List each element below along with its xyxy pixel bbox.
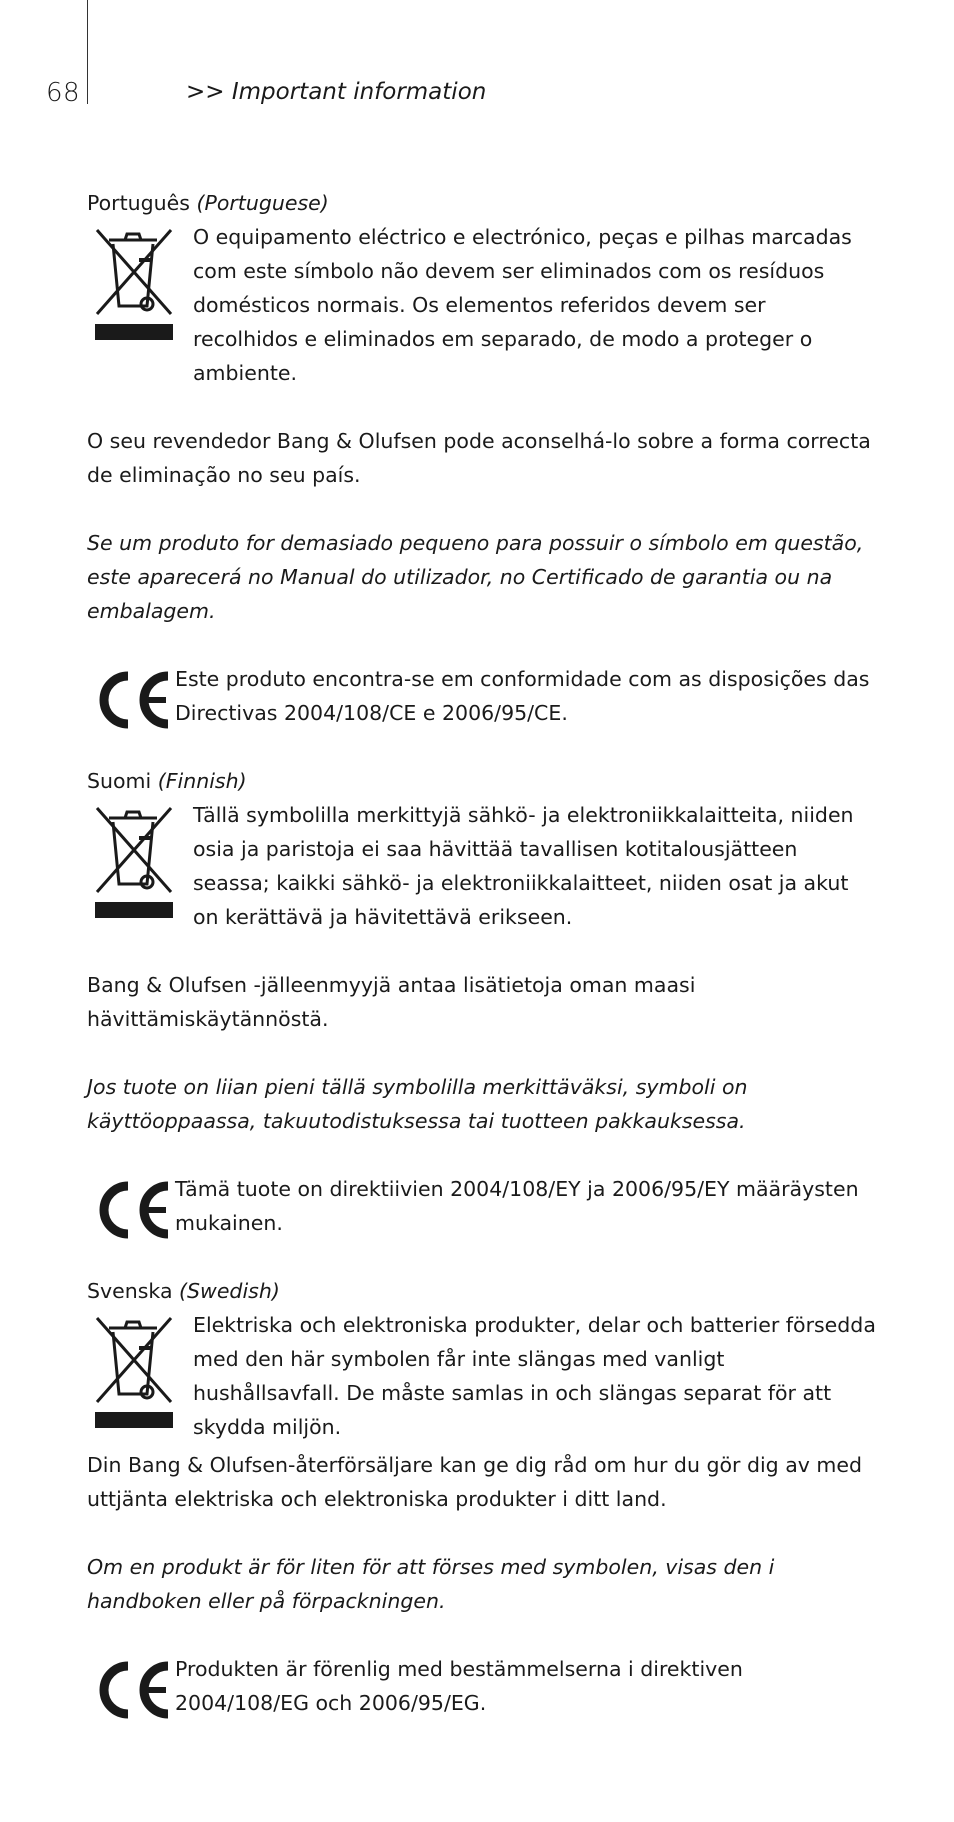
weee-text: O equipamento eléctrico e electrónico, peças e pilhas marcadas com este símbolo não devem ser eliminados com os resíduos domésticos normais. Os elementos referidos devem ser recolhidos e eliminados em separado, de modo a proteger o ambiente.	[193, 225, 852, 385]
language-name-english: (Swedish)	[179, 1279, 280, 1303]
dealer-text: O seu revendedor Bang & Olufsen pode aconselhá-lo sobre a forma correcta de eliminação no seu país.	[87, 429, 871, 487]
weee-text: Tällä symbolilla merkittyjä sähkö- ja elektroniikkalaitteita, niiden osia ja paristoja ei saa hävittää tavallisen kotitalousjätteen seassa; kaikki sähkö- ja elektroniikkalaitteet, niiden osat ja akut on kerättävä ja hävitettävä erikseen.	[193, 803, 854, 929]
crossed-out-wheelie-bin-icon	[87, 798, 193, 916]
crossed-out-wheelie-bin-icon	[87, 1308, 193, 1426]
page-header-title: >> Important information	[186, 79, 487, 105]
language-name: Português	[87, 191, 190, 215]
page-number: 68	[46, 78, 81, 108]
ce-text: Tämä tuote on direktiivien 2004/108/EY ja 2006/95/EY määräysten mukainen.	[175, 1177, 859, 1235]
section-finnish	[87, 764, 877, 1240]
ce-mark-icon	[87, 1652, 175, 1720]
language-name-english: (Finnish)	[157, 769, 247, 793]
language-name: Suomi	[87, 769, 152, 793]
language-name: Svenska	[87, 1279, 173, 1303]
section-heading	[87, 764, 877, 798]
crossed-out-wheelie-bin-icon	[87, 220, 193, 338]
page-content	[87, 186, 877, 1720]
small-product-text: Jos tuote on liian pieni tällä symbolilla merkittäväksi, symboli on käyttöoppaassa, takuutodistuksessa tai tuotteen pakkauksessa.	[87, 1075, 748, 1133]
ce-mark-icon	[87, 1172, 175, 1240]
section-heading	[87, 1274, 877, 1308]
ce-text: Este produto encontra-se em conformidade com as disposições das Directivas 2004/108/CE e 2006/95/CE.	[175, 667, 870, 725]
section-swedish	[87, 1274, 877, 1720]
ce-text: Produkten är förenlig med bestämmelserna i direktiven 2004/108/EG och 2006/95/EG.	[175, 1657, 743, 1715]
weee-notice	[87, 798, 877, 934]
weee-notice	[87, 220, 877, 390]
dealer-text: Bang & Olufsen -jälleenmyyjä antaa lisätietoja oman maasi hävittämiskäytännöstä.	[87, 973, 696, 1031]
language-name-english: (Portuguese)	[196, 191, 329, 215]
small-product-text: Om en produkt är för liten för att förses med symbolen, visas den i handboken eller på förpackningen.	[87, 1555, 775, 1613]
dealer-text: Din Bang & Olufsen-återförsäljare kan ge dig råd om hur du gör dig av med uttjänta elektriska och elektroniska produkter i ditt land.	[87, 1453, 862, 1511]
section-heading	[87, 186, 877, 220]
ce-conformity	[87, 1652, 877, 1720]
weee-notice	[87, 1308, 877, 1444]
small-product-text: Se um produto for demasiado pequeno para possuir o símbolo em questão, este aparecerá no Manual do utilizador, no Certificado de garantia ou na embalagem.	[87, 531, 864, 623]
ce-conformity	[87, 1172, 877, 1240]
weee-text: Elektriska och elektroniska produkter, delar och batterier försedda med den här symbolen får inte slängas med vanligt hushållsavfall. De måste samlas in och slängas separat för att skydda miljön.	[193, 1313, 876, 1439]
ce-conformity	[87, 662, 877, 730]
ce-mark-icon	[87, 662, 175, 730]
header-divider-line	[87, 0, 88, 104]
section-portuguese	[87, 186, 877, 730]
